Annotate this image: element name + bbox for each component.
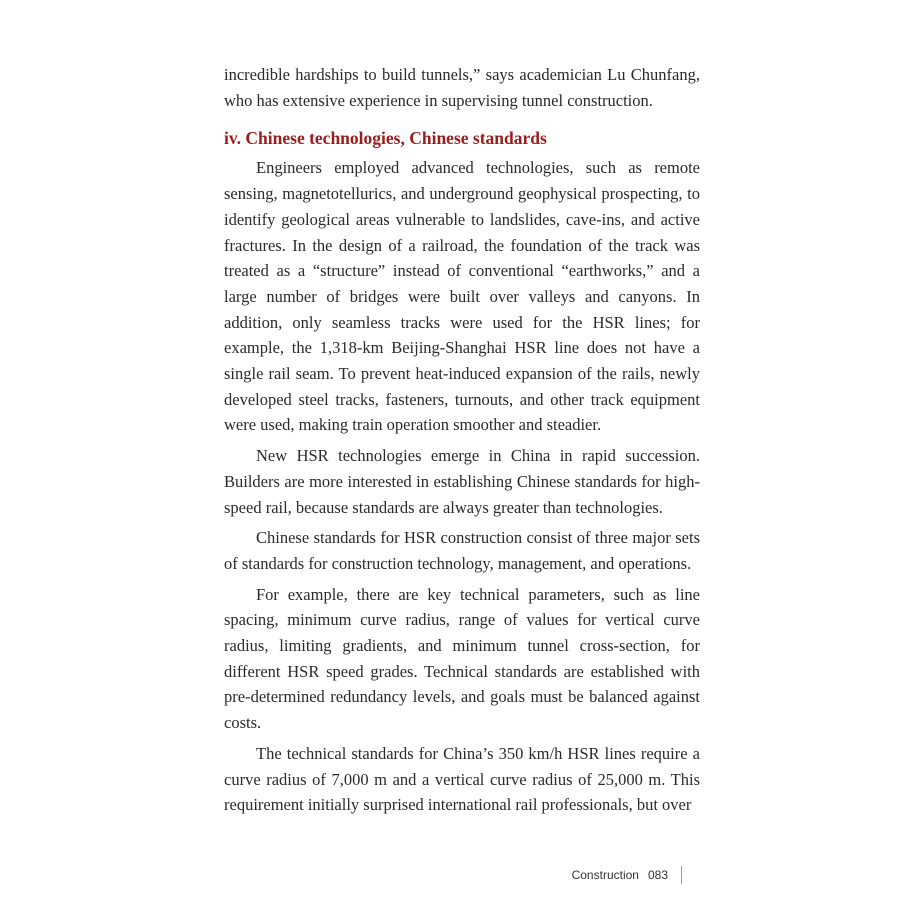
footer-page-number: 083	[647, 868, 668, 882]
footer-chapter-title: Construction	[571, 868, 639, 882]
section-heading: iv. Chinese technologies, Chinese standards	[224, 128, 547, 149]
paragraph-technologies: Engineers employed advanced technologies, such as remote sensing, magnetotellurics, and underground geophysical prospecting, to identify geological areas vulnerable to landslides, cave-ins, and active fractures. In the design of a railroad, the foundation of the track was treated as a “structure” instead of conventional “earthworks,” and a large number of bridges were built over valleys and canyons. In addition, only seamless tracks were used for the HSR lines; for example, the 1,318-km Beijing-Shanghai HSR line does not have a single rail seam. To prevent heat-induced expansion of the rails, newly developed steel tracks, fasteners, turnouts, and other track equipment were used, making train operation smoother and steadier.	[224, 158, 700, 435]
footer-divider	[681, 866, 682, 884]
page-body	[224, 62, 700, 818]
opening-paragraph: incredible hardships to build tunnels,” says academician Lu Chunfang, who has extensive experience in supervising tunnel construction.	[224, 65, 700, 110]
paragraph-technical-parameters: For example, there are key technical parameters, such as line spacing, minimum curve radius, range of values for vertical curve radius, limiting gradients, and minimum tunnel cross-section, for different HSR speed grades. Technical standards are established with pre-determined redundancy levels, and goals must be balanced against costs.	[224, 584, 700, 733]
paragraph-standards-sets: Chinese standards for HSR construction consist of three major sets of standards for construction technology, management, and operations.	[224, 528, 700, 573]
paragraph-curve-radius: The technical standards for China’s 350 km/h HSR lines require a curve radius of 7,000 m and a vertical curve radius of 25,000 m. This requirement initially surprised international rail professionals, but over	[224, 743, 700, 815]
page-footer	[572, 866, 682, 884]
paragraph-new-technologies: New HSR technologies emerge in China in rapid succession. Builders are more interested in establishing Chinese standards for high-speed rail, because standards are always greater than technologies.	[224, 446, 700, 517]
